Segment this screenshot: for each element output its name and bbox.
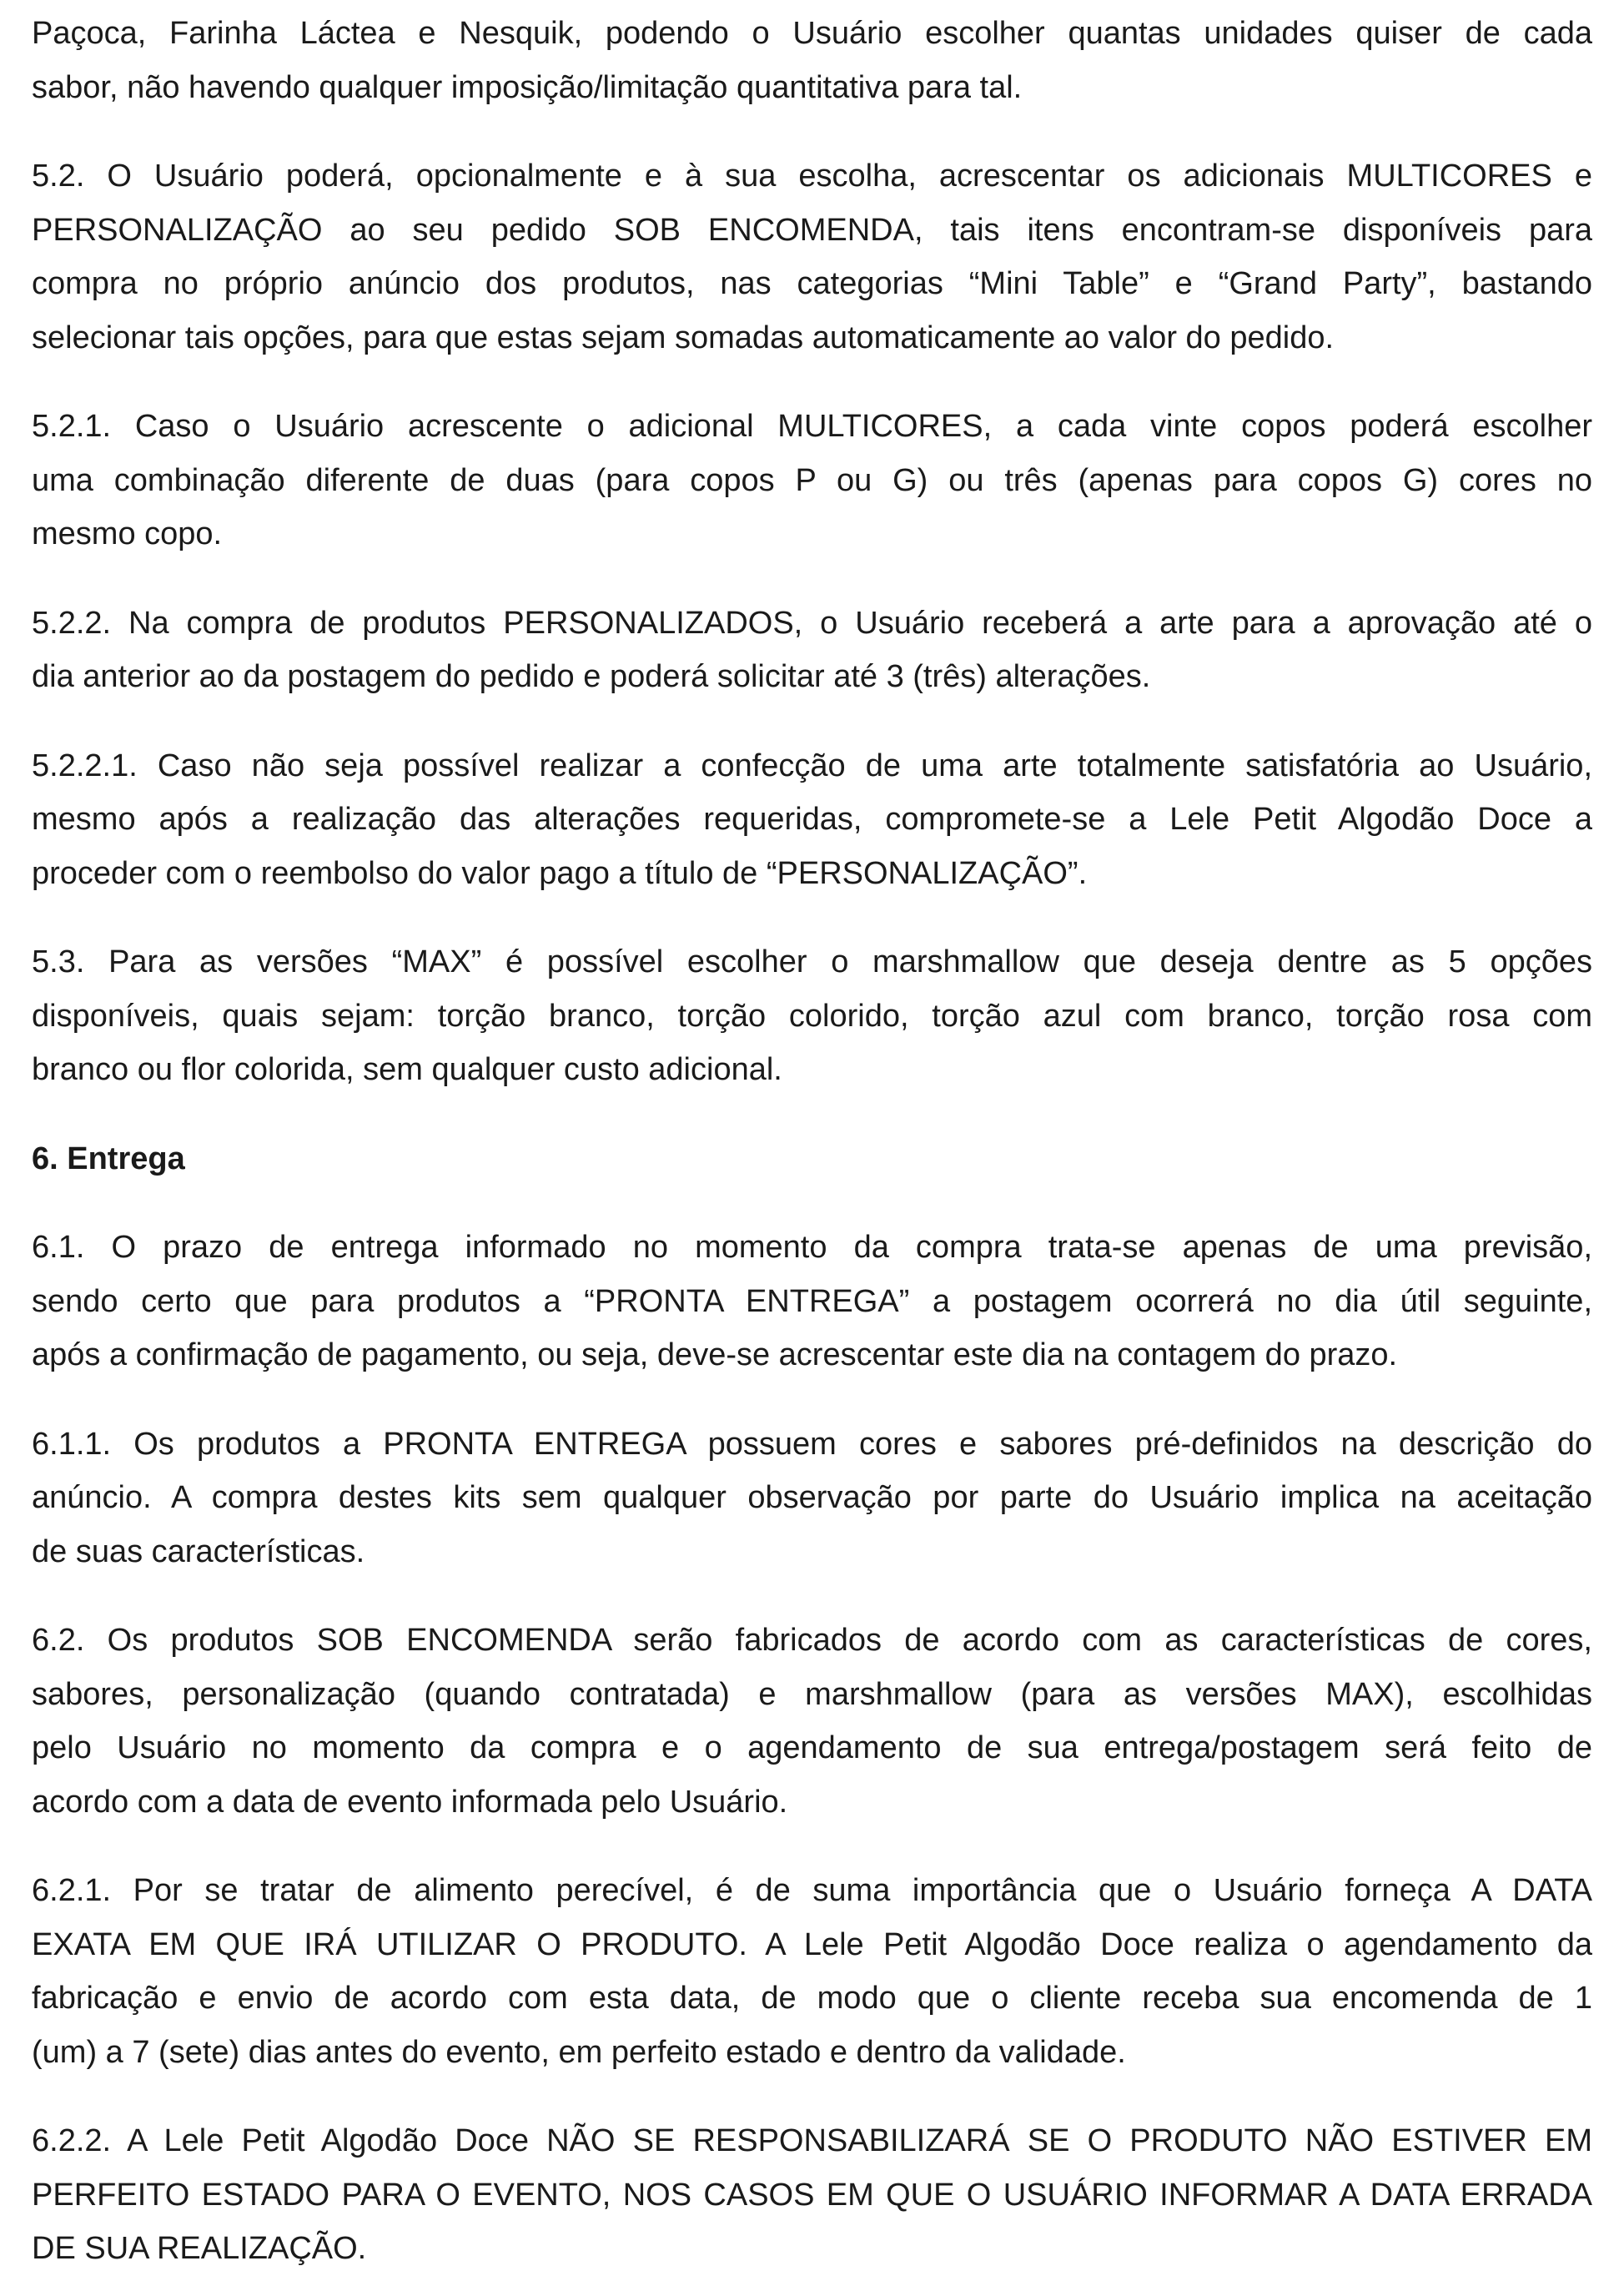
paragraph-line: dia anterior ao da postagem do pedido e poderá solicitar até 3 (três) alterações. bbox=[32, 659, 1151, 694]
paragraph-6-2-1 bbox=[32, 1864, 1592, 2079]
section-heading: 6. Entrega bbox=[32, 1141, 185, 1176]
paragraph-6-2-2 bbox=[32, 2114, 1592, 2276]
clause-5-section bbox=[32, 7, 1592, 1097]
paragraph-line: uma combinação diferente de duas (para copos P ou G) ou três (apenas para copos G) cores no bbox=[32, 462, 1592, 498]
paragraph-line: EXATA EM QUE IRÁ UTILIZAR O PRODUTO. A Lele Petit Algodão Doce realiza o agendamento da bbox=[32, 1926, 1592, 1962]
paragraph-line: 6.2.2. A Lele Petit Algodão Doce NÃO SE RESPONSABILIZARÁ SE O PRODUTO NÃO ESTIVER EM bbox=[32, 2123, 1592, 2158]
paragraph-line: DE SUA REALIZAÇÃO. bbox=[32, 2231, 367, 2266]
paragraph-line: após a confirmação de pagamento, ou seja, deve-se acrescentar este dia na contagem do prazo. bbox=[32, 1337, 1398, 1372]
paragraph-line: 6.2.1. Por se tratar de alimento perecível, é de suma importância que o Usuário forneça A DATA bbox=[32, 1873, 1592, 1908]
paragraph-6-1-1 bbox=[32, 1417, 1592, 1579]
paragraph-5-2-2-1 bbox=[32, 739, 1592, 901]
paragraph-6-2 bbox=[32, 1614, 1592, 1829]
paragraph-line: (um) a 7 (sete) dias antes do evento, em perfeito estado e dentro da validade. bbox=[32, 2034, 1126, 2070]
paragraph-line: 6.2. Os produtos SOB ENCOMENDA serão fabricados de acordo com as características de cores, bbox=[32, 1623, 1592, 1658]
paragraph-line: selecionar tais opções, para que estas sejam somadas automaticamente ao valor do pedido. bbox=[32, 320, 1335, 355]
paragraph-line: 5.2. O Usuário poderá, opcionalmente e à sua escolha, acrescentar os adicionais MULTICORES e bbox=[32, 159, 1592, 194]
paragraph-line: proceder com o reembolso do valor pago a título de “PERSONALIZAÇÃO”. bbox=[32, 855, 1088, 891]
paragraph-5-2 bbox=[32, 149, 1592, 365]
paragraph-line: 5.2.2.1. Caso não seja possível realizar a confecção de uma arte totalmente satisfatória ao Usuário, bbox=[32, 748, 1592, 783]
paragraph-line: mesmo após a realização das alterações requeridas, compromete-se a Lele Petit Algodão Doce a bbox=[32, 802, 1592, 837]
paragraph-line: PERFEITO ESTADO PARA O EVENTO, NOS CASOS EM QUE O USUÁRIO INFORMAR A DATA ERRADA bbox=[32, 2177, 1592, 2213]
paragraph-line: 6.1.1. Os produtos a PRONTA ENTREGA possuem cores e sabores pré-definidos na descrição do bbox=[32, 1426, 1592, 1462]
paragraph-line: sabores, personalização (quando contratada) e marshmallow (para as versões MAX), escolhidas bbox=[32, 1676, 1592, 1712]
paragraph-line: sabor, não havendo qualquer imposição/limitação quantitativa para tal. bbox=[32, 69, 1023, 105]
paragraph-line: PERSONALIZAÇÃO ao seu pedido SOB ENCOMENDA, tais itens encontram-se disponíveis para bbox=[32, 212, 1592, 248]
paragraph-line: acordo com a data de evento informada pelo Usuário. bbox=[32, 1784, 788, 1820]
paragraph-line: disponíveis, quais sejam: torção branco, torção colorido, torção azul com branco, torção rosa com bbox=[32, 998, 1592, 1034]
paragraph-line: de suas características. bbox=[32, 1533, 365, 1569]
paragraph-line: Paçoca, Farinha Láctea e Nesquik, podendo o Usuário escolher quantas unidades quiser de cada bbox=[32, 16, 1592, 51]
paragraph-5-1-cont bbox=[32, 7, 1592, 114]
paragraph-line: anúncio. A compra destes kits sem qualquer observação por parte do Usuário implica na aceitação bbox=[32, 1480, 1592, 1515]
paragraph-line: compra no próprio anúncio dos produtos, nas categorias “Mini Table” e “Grand Party”, bastando bbox=[32, 266, 1592, 301]
paragraph-6-1 bbox=[32, 1221, 1592, 1382]
paragraph-5-2-2 bbox=[32, 597, 1592, 704]
paragraph-line: fabricação e envio de acordo com esta data, de modo que o cliente receba sua encomenda de 1 bbox=[32, 1981, 1592, 2016]
paragraph-line: branco ou flor colorida, sem qualquer custo adicional. bbox=[32, 1052, 782, 1087]
clause-6-section bbox=[32, 1221, 1592, 2276]
paragraph-line: pelo Usuário no momento da compra e o agendamento de sua entrega/postagem será feito de bbox=[32, 1730, 1592, 1765]
paragraph-5-3 bbox=[32, 935, 1592, 1097]
paragraph-line: mesmo copo. bbox=[32, 516, 223, 551]
paragraph-line: 5.2.2. Na compra de produtos PERSONALIZADOS, o Usuário receberá a arte para a aprovação até o bbox=[32, 605, 1592, 641]
paragraph-5-2-1 bbox=[32, 400, 1592, 561]
paragraph-line: sendo certo que para produtos a “PRONTA ENTREGA” a postagem ocorrerá no dia útil seguinte, bbox=[32, 1283, 1592, 1319]
paragraph-line: 5.3. Para as versões “MAX” é possível escolher o marshmallow que deseja dentre as 5 opções bbox=[32, 944, 1592, 979]
paragraph-line: 6.1. O prazo de entrega informado no momento da compra trata-se apenas de uma previsão, bbox=[32, 1230, 1592, 1265]
paragraph-line: 5.2.1. Caso o Usuário acrescente o adicional MULTICORES, a cada vinte copos poderá escolher bbox=[32, 409, 1592, 444]
